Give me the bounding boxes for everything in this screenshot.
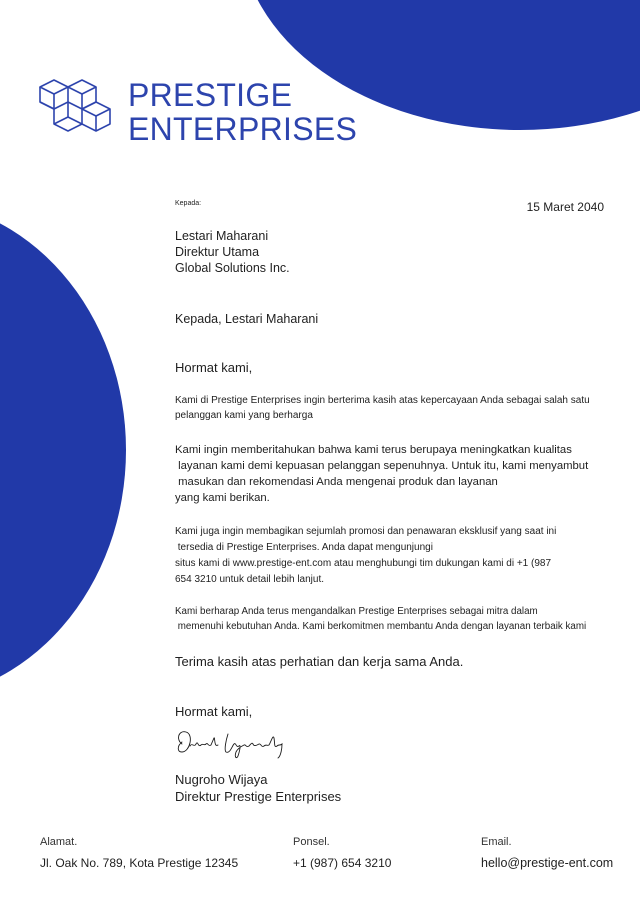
- paragraph-2-line: Kami ingin memberitahukan bahwa kami terus berupaya meningkatkan kualitas: [175, 444, 572, 456]
- recipient-title: Direktur Utama: [175, 245, 260, 259]
- closing: Hormat kami,: [175, 704, 253, 719]
- paragraph-3-line: 654 3210 untuk detail lebih lanjut.: [175, 574, 325, 585]
- email-value[interactable]: hello@prestige-ent.com: [481, 856, 614, 870]
- letter-date: 15 Maret 2040: [526, 200, 604, 214]
- thanks-line: Terima kasih atas perhatian dan kerja sama Anda.: [175, 654, 464, 669]
- paragraph-2: [175, 442, 615, 506]
- decorative-circle-left: [0, 200, 126, 700]
- paragraph-4: [175, 604, 615, 634]
- paragraph-2-line: yang kami berikan.: [175, 492, 270, 504]
- address-label: Alamat.: [40, 836, 78, 848]
- recipient-name: Lestari Maharani: [175, 229, 269, 243]
- email-label: Email.: [481, 836, 512, 848]
- paragraph-3: [175, 524, 615, 588]
- paragraph-4-line: Kami berharap Anda terus mengandalkan Prestige Enterprises sebagai mitra dalam: [175, 606, 538, 617]
- paragraph-3-line: tersedia di Prestige Enterprises. Anda dapat mengunjungi: [175, 542, 433, 553]
- address-value: Jl. Oak No. 789, Kota Prestige 12345: [40, 856, 239, 870]
- signer-name: Nugroho Wijaya: [175, 772, 268, 787]
- phone-value: +1 (987) 654 3210: [293, 856, 392, 870]
- paragraph-4-line: memenuhi kebutuhan Anda. Kami berkomitmen membantu Anda dengan layanan terbaik kami: [175, 621, 587, 632]
- recipient-company: Global Solutions Inc.: [175, 261, 290, 275]
- paragraph-1: [175, 393, 615, 423]
- brand-line-2: ENTERPRISES: [128, 111, 358, 147]
- footer-email: [481, 836, 613, 870]
- footer-phone: [293, 836, 391, 870]
- paragraph-3-line: situs kami di www.prestige-ent.com atau menghubungi tim dukungan kami di +1 (987: [175, 558, 552, 569]
- salutation: Hormat kami,: [175, 360, 253, 375]
- paragraph-2-line: masukan dan rekomendasi Anda mengenai produk dan layanan: [175, 476, 498, 488]
- recipient-block: [175, 228, 290, 276]
- paragraph-3-line: Kami juga ingin membagikan sejumlah promosi dan penawaran eksklusif yang saat ini: [175, 526, 557, 537]
- brand-line-1: PRESTIGE: [128, 77, 293, 113]
- to-label: Kepada:: [175, 200, 202, 207]
- cubes-icon: [38, 78, 116, 140]
- paragraph-1-line: pelanggan kami yang berharga: [175, 410, 313, 421]
- signer-title: Direktur Prestige Enterprises: [175, 789, 342, 804]
- paragraph-1-line: Kami di Prestige Enterprises ingin berterima kasih atas kepercayaan Anda sebagai salah satu: [175, 395, 590, 406]
- paragraph-2-line: layanan kami demi kepuasan pelanggan sepenuhnya. Untuk itu, kami menyambut: [175, 460, 589, 472]
- phone-label: Ponsel.: [293, 836, 330, 848]
- signature-image: [174, 726, 289, 765]
- brand-name: [128, 78, 357, 146]
- signer-block: [175, 771, 341, 805]
- greeting-to: Kepada, Lestari Maharani: [175, 312, 319, 326]
- footer-address: [40, 836, 238, 870]
